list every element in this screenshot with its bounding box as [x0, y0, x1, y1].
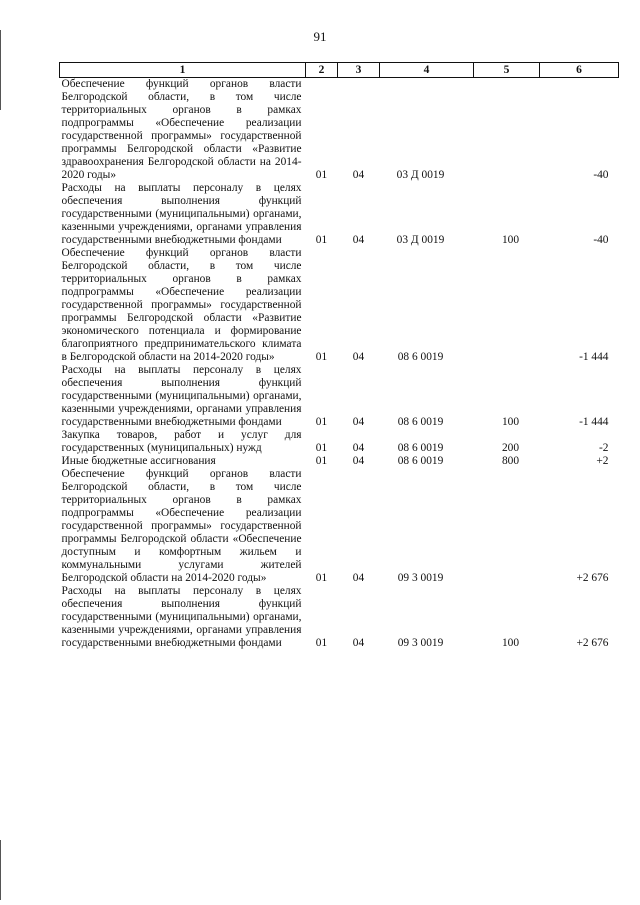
row-target-article: 08 6 0019 — [397, 442, 444, 454]
header-col-5: 5 — [474, 63, 540, 78]
row-description: Расходы на выплаты персоналу в целях обеспечения выполнения функций государственными (муниципальными) органами, казенными учреждениями, органами управления государственными внебюджетными фондами — [61, 585, 302, 649]
row-target-article: 08 6 0019 — [397, 455, 444, 467]
header-col-6: 6 — [540, 63, 619, 78]
row-description: Расходы на выплаты персоналу в целях обеспечения выполнения функций государственными (муниципальными) органами, казенными учреждениями, органами управления государственными внебюджетными фондами — [61, 364, 302, 428]
row-target-article: 08 6 0019 — [397, 351, 444, 363]
row-subsection: 04 — [352, 442, 365, 454]
row-expense-type — [474, 247, 540, 364]
row-section: 01 — [315, 572, 328, 584]
row-subsection: 04 — [352, 572, 365, 584]
row-subsection: 04 — [352, 169, 365, 181]
row-target-article: 03 Д 0019 — [396, 169, 445, 181]
row-amount: +2 676 — [576, 637, 609, 649]
row-amount: -40 — [593, 234, 609, 246]
row-section: 01 — [315, 351, 328, 363]
row-description: Закупка товаров, работ и услуг для государственных (муниципальных) нужд — [61, 429, 302, 454]
row-expense-type — [474, 78, 540, 183]
row-section: 01 — [315, 637, 328, 649]
header-col-1: 1 — [60, 63, 306, 78]
header-col-4: 4 — [380, 63, 474, 78]
table-row — [60, 78, 619, 183]
row-section: 01 — [315, 455, 328, 467]
row-subsection: 04 — [352, 637, 365, 649]
header-col-3: 3 — [338, 63, 380, 78]
header-col-2: 2 — [306, 63, 338, 78]
row-subsection: 04 — [352, 455, 365, 467]
row-amount: -1 444 — [579, 351, 609, 363]
row-target-article: 09 3 0019 — [397, 572, 444, 584]
row-target-article: 09 3 0019 — [397, 637, 444, 649]
row-subsection: 04 — [352, 416, 365, 428]
row-target-article: 03 Д 0019 — [396, 234, 445, 246]
row-expense-type: 200 — [501, 442, 520, 454]
table-row — [60, 455, 619, 468]
page-number: 91 — [313, 29, 327, 44]
row-amount: -2 — [599, 442, 609, 454]
row-expense-type: 100 — [501, 416, 520, 428]
table-row — [60, 468, 619, 585]
row-section: 01 — [315, 416, 328, 428]
table-row — [60, 585, 619, 650]
row-amount: -1 444 — [579, 416, 609, 428]
scan-edge-line — [0, 840, 1, 900]
row-target-article: 08 6 0019 — [397, 416, 444, 428]
row-description: Расходы на выплаты персоналу в целях обеспечения выполнения функций государственными (муниципальными) органами, казенными учреждениями, органами управления государственными внебюджетными фондами — [61, 182, 302, 246]
row-expense-type: 800 — [501, 455, 520, 467]
row-section: 01 — [315, 169, 328, 181]
table-row — [60, 364, 619, 429]
row-section: 01 — [315, 234, 328, 246]
table-row — [60, 247, 619, 364]
row-description: Обеспечение функций органов власти Белгородской области, в том числе территориальных органов в рамках подпрограммы «Обеспечение реализации государственной программы» государственной программы Белгородской области «Развитие здравоохранения Белгородской области на 2014-2020 годы» — [61, 78, 302, 181]
table-row — [60, 182, 619, 247]
row-description: Обеспечение функций органов власти Белгородской области, в том числе территориальных органов в рамках подпрограммы «Обеспечение реализации государственной программы» государственной программы Белгородской области «Развитие экономического потенциала и формирование благоприятного предпринимательского климата в Белгородской области на 2014-2020 годы» — [61, 247, 302, 363]
row-amount: +2 676 — [576, 572, 609, 584]
row-amount: +2 — [596, 455, 609, 467]
row-subsection: 04 — [352, 351, 365, 363]
row-expense-type: 100 — [501, 234, 520, 246]
budget-table — [59, 62, 619, 650]
row-subsection: 04 — [352, 234, 365, 246]
row-expense-type — [474, 468, 540, 585]
row-description: Иные бюджетные ассигнования — [61, 455, 216, 467]
table-header-row — [60, 63, 619, 78]
row-section: 01 — [315, 442, 328, 454]
table-row — [60, 429, 619, 455]
row-expense-type: 100 — [501, 637, 520, 649]
row-description: Обеспечение функций органов власти Белгородской области, в том числе территориальных органов в рамках подпрограммы «Обеспечение реализации государственной программы» государственной программы Белгородской области «Обеспечение доступным и комфортным жильем и коммунальными услугами жителей Белгородской области на 2014-2020 годы» — [61, 468, 302, 584]
row-amount: -40 — [593, 169, 609, 181]
